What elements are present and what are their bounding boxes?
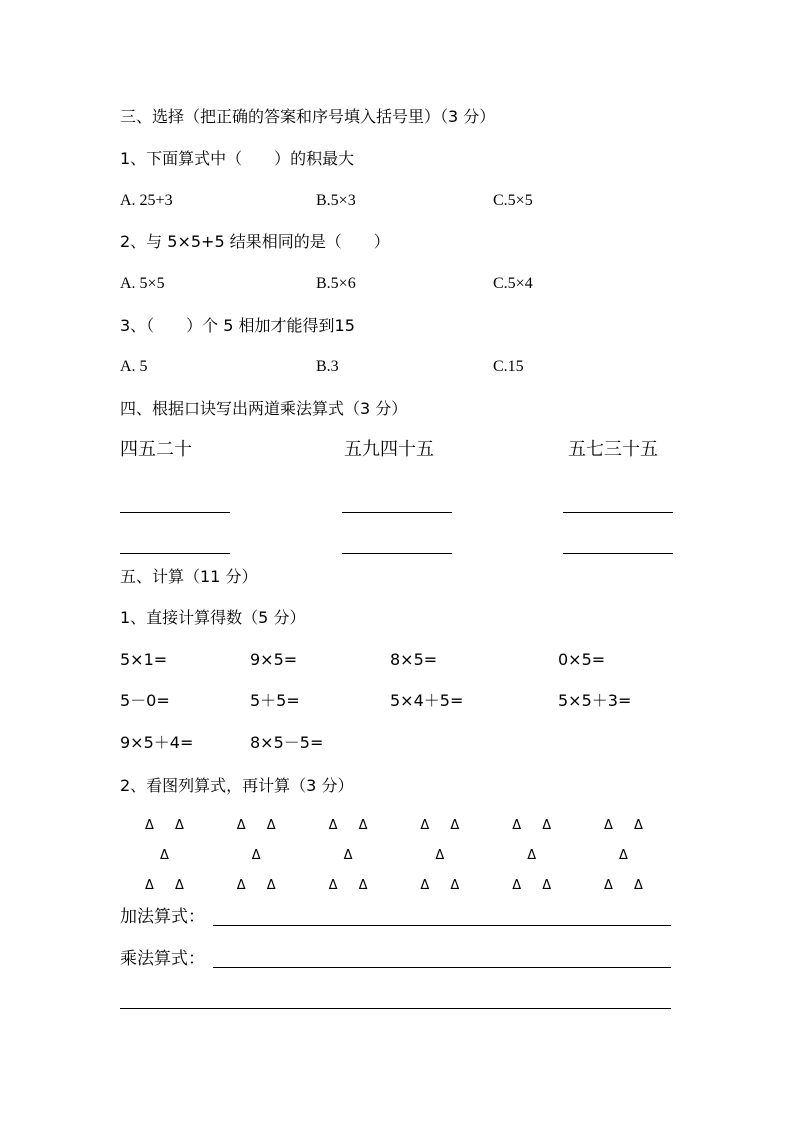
answer-blank-3a[interactable] <box>563 512 673 513</box>
triangle-icon: Δ <box>343 848 353 863</box>
section-3-title: 三、选择（把正确的答案和序号填入括号里）（3 分） <box>120 107 496 126</box>
question-2-option-b[interactable]: B.5×6 <box>316 275 356 292</box>
calc-problem: 5×4＋5= <box>390 691 464 710</box>
triangle-icon: Δ <box>160 848 169 863</box>
triangle-icon: Δ <box>542 878 552 893</box>
question-2-stem: 2、与 5×5+5 结果相同的是（ ） <box>120 232 390 251</box>
triangle-icon: Δ <box>175 818 184 833</box>
calc-problem: 5×1= <box>120 650 168 669</box>
triangle-icon: Δ <box>328 878 338 893</box>
triangle-icon: Δ <box>634 878 643 893</box>
multiplication-answer-line[interactable] <box>213 967 671 968</box>
answer-blank-2b[interactable] <box>342 553 452 554</box>
calc-problem: 0×5= <box>558 650 606 669</box>
answer-blank-2a[interactable] <box>342 512 452 513</box>
question-3-stem: 3、（ ）个 5 相加才能得到15 <box>120 316 355 335</box>
triangle-icon: Δ <box>604 878 613 893</box>
question-1-option-a[interactable]: A. 25+3 <box>120 192 173 209</box>
addition-answer-line[interactable] <box>213 925 671 926</box>
triangle-icon: Δ <box>420 878 430 893</box>
triangle-icon: Δ <box>358 878 368 893</box>
koujue-2: 五九四十五 <box>344 439 434 460</box>
calc-problem: 5×5＋3= <box>558 691 632 710</box>
triangle-icon: Δ <box>236 818 246 833</box>
question-3-option-b[interactable]: B.3 <box>316 358 339 375</box>
triangle-icon: Δ <box>512 818 522 833</box>
triangle-icon: Δ <box>251 848 261 863</box>
calc-problem: 5－0= <box>120 691 170 710</box>
answer-blank-1b[interactable] <box>120 553 230 554</box>
triangle-icon: Δ <box>542 818 552 833</box>
triangle-icon: Δ <box>145 878 154 893</box>
calc-problem: 8×5－5= <box>250 733 324 752</box>
answer-blank-1a[interactable] <box>120 512 230 513</box>
question-1-option-b[interactable]: B.5×3 <box>316 192 356 209</box>
question-1-option-c[interactable]: C.5×5 <box>493 192 533 209</box>
koujue-1: 四五二十 <box>120 439 192 460</box>
triangle-icon: Δ <box>328 818 338 833</box>
question-3-option-c[interactable]: C.15 <box>493 358 524 375</box>
part-2-title: 2、看图列算式，再计算（3 分） <box>120 776 354 795</box>
extra-answer-line[interactable] <box>120 1008 671 1009</box>
question-2-option-c[interactable]: C.5×4 <box>493 275 533 292</box>
part-1-title: 1、直接计算得数（5 分） <box>120 608 306 627</box>
triangle-icon: Δ <box>435 848 445 863</box>
triangle-icon: Δ <box>358 818 368 833</box>
calc-problem: 9×5= <box>250 650 298 669</box>
section-4-title: 四、根据口诀写出两道乘法算式（3 分） <box>120 399 408 418</box>
question-1-stem: 1、下面算式中（ ）的积最大 <box>120 149 355 168</box>
answer-blank-3b[interactable] <box>563 553 673 554</box>
triangle-icon: Δ <box>450 818 460 833</box>
question-3-option-a[interactable]: A. 5 <box>120 358 148 375</box>
triangle-icon: Δ <box>450 878 460 893</box>
multiplication-label: 乘法算式： <box>120 949 205 969</box>
triangle-icon: Δ <box>236 878 246 893</box>
triangle-icon: Δ <box>527 848 537 863</box>
triangle-icon: Δ <box>512 878 522 893</box>
koujue-3: 五七三十五 <box>568 439 658 460</box>
triangle-icon: Δ <box>266 818 276 833</box>
triangle-icon: Δ <box>634 818 643 833</box>
triangle-icon: Δ <box>604 818 613 833</box>
triangle-icon: Δ <box>619 848 628 863</box>
triangle-icon: Δ <box>175 878 184 893</box>
triangle-icon: Δ <box>266 878 276 893</box>
calc-problem: 9×5＋4= <box>120 733 194 752</box>
question-2-option-a[interactable]: A. 5×5 <box>120 275 165 292</box>
triangle-icon: Δ <box>420 818 430 833</box>
triangle-icon: Δ <box>145 818 154 833</box>
calc-problem: 8×5= <box>390 650 438 669</box>
addition-label: 加法算式： <box>120 907 205 927</box>
calc-problem: 5＋5= <box>250 691 300 710</box>
section-5-title: 五、计算（11 分） <box>120 567 258 586</box>
